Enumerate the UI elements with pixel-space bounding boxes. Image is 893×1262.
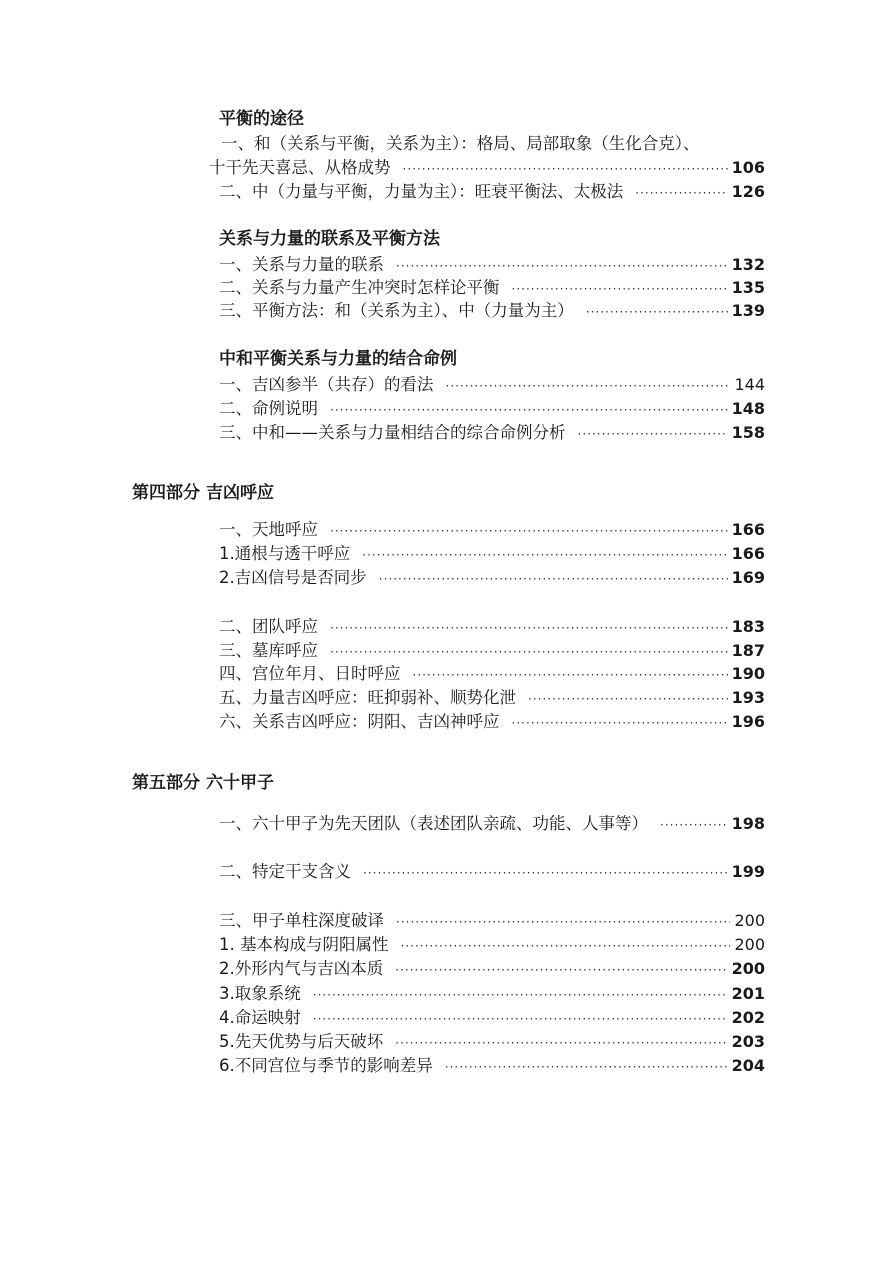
leader-dots bbox=[330, 641, 728, 663]
toc-entry-title: 一、天地呼应 bbox=[219, 520, 318, 539]
page-number: 201 bbox=[731, 984, 765, 1003]
leader-dots bbox=[403, 158, 728, 180]
toc-entry-title: 二、命例说明 bbox=[219, 399, 318, 418]
page-number: 200 bbox=[734, 911, 765, 930]
leader-dots bbox=[362, 544, 727, 566]
toc-entry[interactable] bbox=[219, 1007, 765, 1030]
leader-dots bbox=[512, 712, 728, 734]
leader-dots bbox=[635, 182, 727, 204]
toc-entry-title: 二、关系与力量产生冲突时怎样论平衡 bbox=[219, 278, 500, 297]
toc-entry-line: 一、和（关系与平衡，关系为主）：格局、局部取象（生化合克）、 bbox=[221, 134, 700, 153]
toc-entry[interactable] bbox=[219, 181, 765, 204]
toc-entry[interactable] bbox=[219, 1055, 765, 1078]
toc-entry[interactable] bbox=[219, 640, 765, 663]
toc-entry-title: 六、关系吉凶呼应：阴阳、吉凶神呼应 bbox=[219, 712, 500, 731]
leader-dots bbox=[586, 301, 728, 323]
toc-entry-title: 五、力量吉凶呼应：旺抑弱补、顺势化泄 bbox=[219, 688, 516, 707]
toc-entry-title: 十干先天喜忌、从格成势 bbox=[209, 158, 391, 177]
leader-dots bbox=[313, 1008, 728, 1030]
toc-entry[interactable] bbox=[219, 277, 765, 300]
leader-dots bbox=[660, 814, 728, 836]
toc-entry-title: 三、平衡方法：和（关系为主）、中（力量为主） bbox=[219, 301, 574, 320]
leader-dots bbox=[395, 959, 727, 981]
toc-entry[interactable] bbox=[219, 1031, 765, 1054]
leader-dots bbox=[528, 688, 728, 710]
section-heading-combined: 中和平衡关系与力量的结合命例 bbox=[219, 349, 457, 369]
part-label: 第四部分 bbox=[132, 483, 200, 503]
toc-entry[interactable] bbox=[209, 157, 765, 180]
toc-entry[interactable] bbox=[219, 422, 765, 445]
page-number: 169 bbox=[731, 568, 765, 587]
page-number: 106 bbox=[731, 158, 765, 177]
leader-dots bbox=[330, 399, 728, 421]
leader-dots bbox=[401, 935, 731, 957]
toc-entry[interactable] bbox=[219, 934, 765, 957]
toc-entry[interactable] bbox=[219, 983, 765, 1006]
page-number: 193 bbox=[731, 688, 765, 707]
page-number: 204 bbox=[731, 1056, 765, 1075]
page-number: 132 bbox=[731, 255, 765, 274]
toc-entry-title: 二、特定干支含义 bbox=[219, 862, 351, 881]
toc-entry[interactable] bbox=[219, 519, 765, 542]
page-number: 199 bbox=[731, 862, 765, 881]
page-number: 158 bbox=[731, 423, 765, 442]
leader-dots bbox=[313, 984, 728, 1006]
toc-entry[interactable] bbox=[219, 861, 765, 884]
toc-entry[interactable] bbox=[219, 300, 765, 323]
toc-entry-title: 2.吉凶信号是否同步 bbox=[219, 568, 367, 587]
leader-dots bbox=[413, 664, 728, 686]
toc-entry[interactable] bbox=[219, 616, 765, 639]
toc-entry-title: 1. 基本构成与阴阳属性 bbox=[219, 935, 389, 954]
toc-entry[interactable] bbox=[219, 254, 765, 277]
page-number: 183 bbox=[731, 617, 765, 636]
page-number: 148 bbox=[731, 399, 765, 418]
leader-dots bbox=[363, 862, 728, 884]
page-number: 166 bbox=[731, 544, 765, 563]
toc-entry[interactable] bbox=[219, 543, 765, 566]
leader-dots bbox=[512, 278, 728, 300]
toc-entry-title: 一、六十甲子为先天团队（表述团队亲疏、功能、人事等） bbox=[219, 814, 648, 833]
page-number: 139 bbox=[731, 301, 765, 320]
toc-entry[interactable] bbox=[219, 374, 765, 397]
toc-entry-title: 6.不同宫位与季节的影响差异 bbox=[219, 1056, 433, 1075]
part-name: 六十甲子 bbox=[206, 773, 274, 793]
part-label: 第五部分 bbox=[132, 773, 200, 793]
toc-entry-title: 2.外形内气与吉凶本质 bbox=[219, 959, 384, 978]
toc-entry[interactable] bbox=[219, 813, 765, 836]
leader-dots bbox=[445, 1056, 728, 1078]
toc-entry-title: 一、关系与力量的联系 bbox=[219, 255, 384, 274]
section-heading-relation: 关系与力量的联系及平衡方法 bbox=[219, 229, 440, 249]
page-number: 187 bbox=[731, 641, 765, 660]
toc-entry-title: 三、墓库呼应 bbox=[219, 641, 318, 660]
leader-dots bbox=[330, 520, 728, 542]
toc-entry[interactable] bbox=[219, 663, 765, 686]
toc-entry-title: 三、甲子单柱深度破译 bbox=[219, 911, 384, 930]
toc-entry-title: 3.取象系统 bbox=[219, 984, 301, 1003]
page-number: 166 bbox=[731, 520, 765, 539]
toc-entry[interactable] bbox=[219, 687, 765, 710]
page-number: 203 bbox=[731, 1032, 765, 1051]
leader-dots bbox=[396, 911, 730, 933]
page-number: 126 bbox=[731, 182, 765, 201]
page-number: 200 bbox=[731, 959, 765, 978]
section-heading-balance: 平衡的途径 bbox=[219, 109, 304, 129]
part-heading-5 bbox=[132, 772, 274, 794]
page-number: 198 bbox=[731, 814, 765, 833]
page-number: 144 bbox=[734, 375, 765, 394]
page-number: 135 bbox=[731, 278, 765, 297]
leader-dots bbox=[330, 617, 728, 639]
toc-entry[interactable] bbox=[219, 567, 765, 590]
page-number: 196 bbox=[731, 712, 765, 731]
toc-entry[interactable] bbox=[219, 711, 765, 734]
page-number: 190 bbox=[731, 664, 765, 683]
toc-entry-title: 4.命运映射 bbox=[219, 1008, 301, 1027]
toc-entry-title: 二、团队呼应 bbox=[219, 617, 318, 636]
toc-entry-title: 二、中（力量与平衡，力量为主）：旺衰平衡法、太极法 bbox=[219, 182, 624, 201]
part-name: 吉凶呼应 bbox=[206, 483, 274, 503]
toc-entry-title: 5.先天优势与后天破坏 bbox=[219, 1032, 384, 1051]
toc-entry-title: 四、宫位年月、日时呼应 bbox=[219, 664, 401, 683]
toc-entry-title: 一、吉凶参半（共存）的看法 bbox=[219, 375, 434, 394]
leader-dots bbox=[578, 423, 728, 445]
toc-entry-title: 1.通根与透干呼应 bbox=[219, 544, 351, 563]
part-heading-4 bbox=[132, 482, 274, 504]
leader-dots bbox=[396, 255, 728, 277]
leader-dots bbox=[379, 568, 728, 590]
leader-dots bbox=[446, 375, 731, 397]
page-number: 200 bbox=[734, 935, 765, 954]
leader-dots bbox=[395, 1032, 727, 1054]
toc-entry[interactable] bbox=[219, 398, 765, 421]
page-number: 202 bbox=[731, 1008, 765, 1027]
toc-entry[interactable] bbox=[219, 910, 765, 933]
toc-entry-title: 三、中和——关系与力量相结合的综合命例分析 bbox=[219, 423, 566, 442]
toc-entry[interactable] bbox=[219, 958, 765, 981]
